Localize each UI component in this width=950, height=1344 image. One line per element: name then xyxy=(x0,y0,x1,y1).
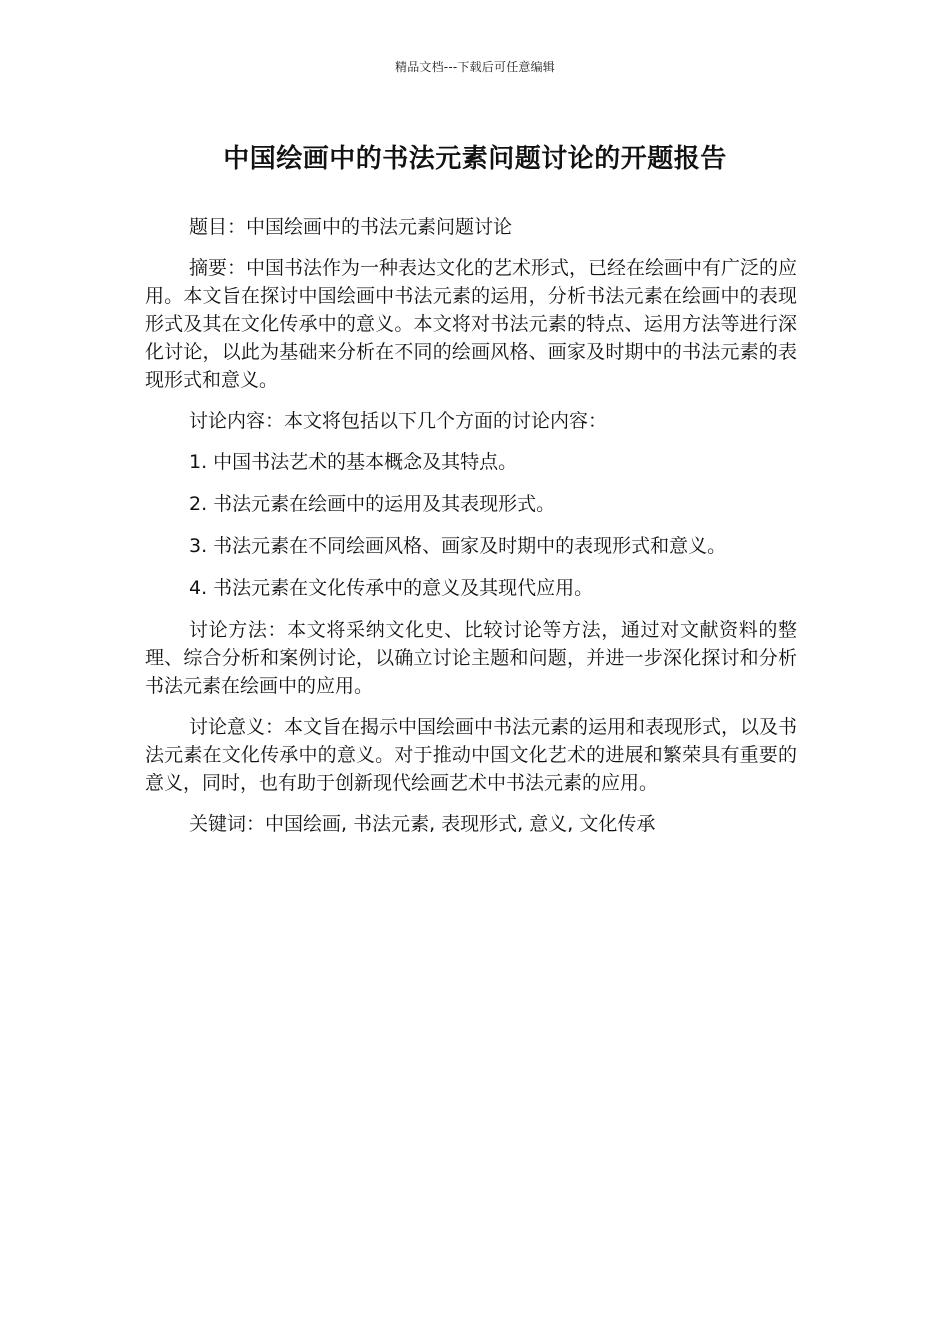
content-intro-paragraph: 讨论内容：本文将包括以下几个方面的讨论内容： xyxy=(189,410,608,432)
document-title: 中国绘画中的书法元素问题讨论的开题报告 xyxy=(223,144,727,174)
list-item: 1. 中国书法艺术的基本概念及其特点。 xyxy=(189,451,518,473)
keywords-paragraph: 关键词：中国绘画, 书法元素, 表现形式, 意义, 文化传承 xyxy=(189,813,656,835)
abstract-paragraph: 摘要：中国书法作为一种表达文化的艺术形式，已经在绘画中有广泛的应用。本文旨在探讨中国绘画中书法元素的运用，分析书法元素在绘画中的表现形式及其在文化传承中的意义。本文将对书法元素的特点、运用方法等进行深化讨论，以此为基础来分析在不同的绘画风格、画家及时期中的书法元素的表现形式和意义。 xyxy=(145,257,798,391)
header-note: 精品文档---下载后可任意编辑 xyxy=(395,60,555,74)
list-item: 3. 书法元素在不同绘画风格、画家及时期中的表现形式和意义。 xyxy=(189,535,727,557)
topic-paragraph: 题目：中国绘画中的书法元素问题讨论 xyxy=(189,216,513,238)
list-item: 2. 书法元素在绘画中的运用及其表现形式。 xyxy=(189,493,556,515)
document-body xyxy=(145,213,797,851)
significance-paragraph: 讨论意义：本文旨在揭示中国绘画中书法元素的运用和表现形式，以及书法元素在文化传承中的意义。对于推动中国文化艺术的进展和繁荣具有重要的意义，同时，也有助于创新现代绘画艺术中书法元素的应用。 xyxy=(145,716,798,794)
list-item: 4. 书法元素在文化传承中的意义及其现代应用。 xyxy=(189,577,594,599)
method-paragraph: 讨论方法：本文将采纳文化史、比较讨论等方法，通过对文献资料的整理、综合分析和案例讨论，以确立讨论主题和问题，并进一步深化探讨和分析书法元素在绘画中的应用。 xyxy=(145,619,797,697)
